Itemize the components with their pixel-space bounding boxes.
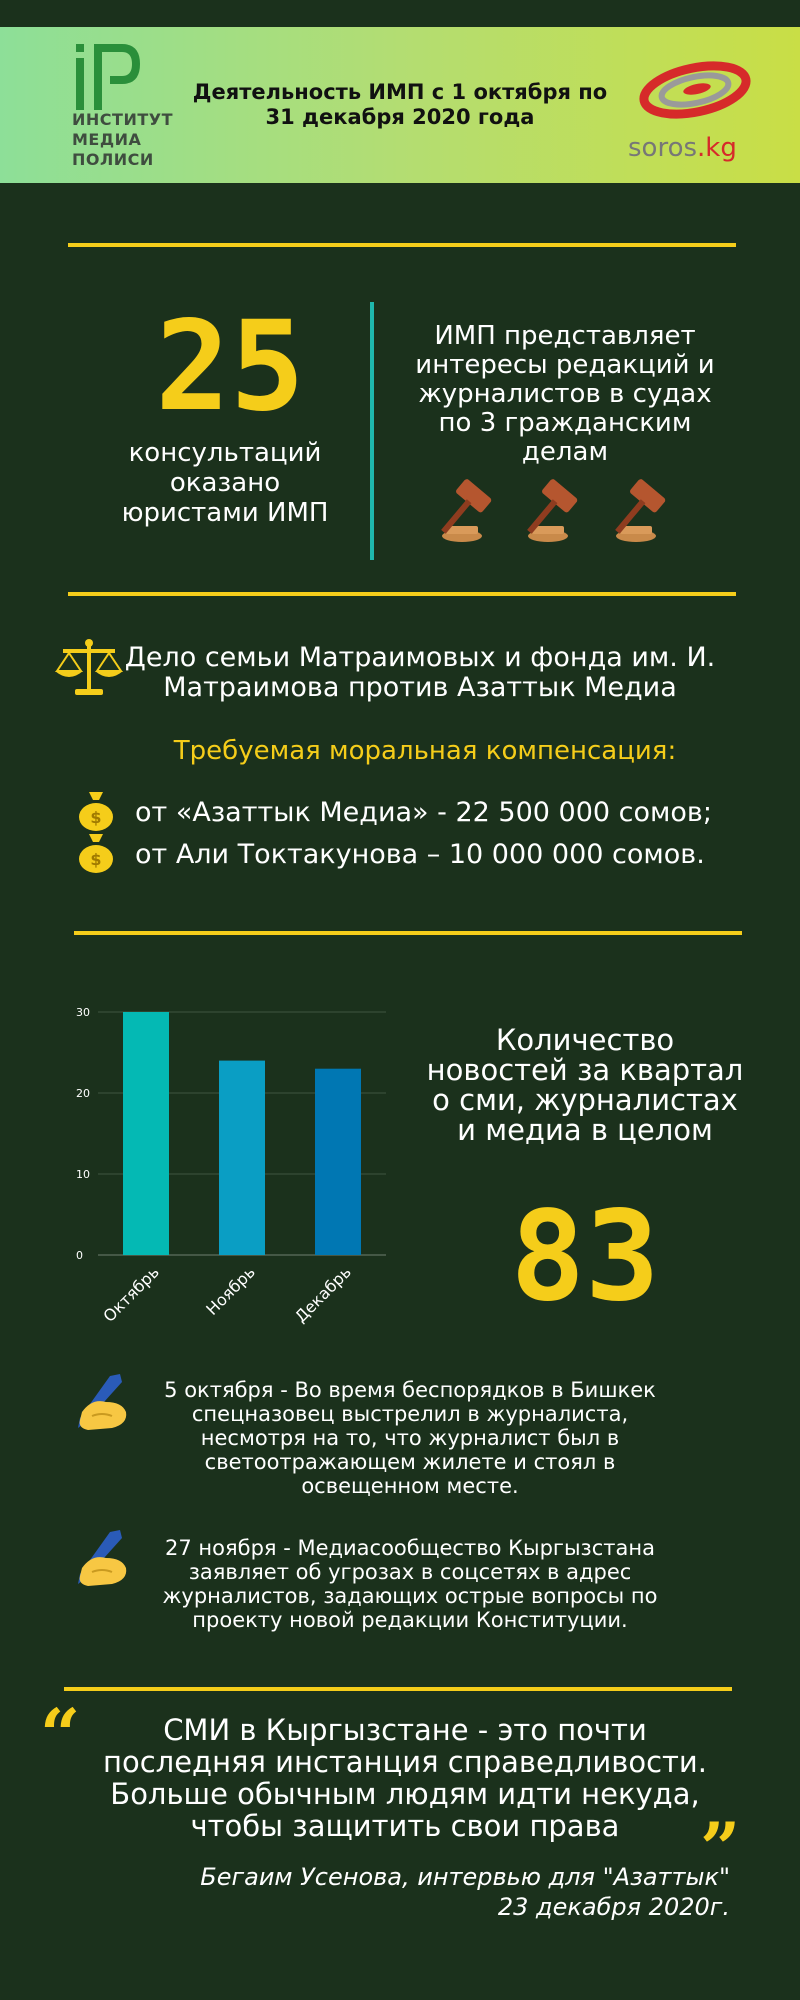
y-tick-label: 10 (76, 1168, 90, 1181)
writing-hand-icon (72, 1372, 130, 1434)
money-bag-icon (77, 788, 115, 832)
quote-text: СМИ в Кыргызстане - это почти последняя инстанция справедливости. Больше обычным людям идти некуда, чтобы защитить свои права (103, 1713, 707, 1843)
quote-date: 23 декабря 2020г. (497, 1893, 730, 1921)
court-text: ИМП представляет интересы редакций и журналистов в судах по 3 гражданским делам (415, 321, 715, 467)
quote-author-line: Бегаим Усенова, интервью для "Азаттык" (200, 1863, 730, 1891)
page-title: Деятельность ИМП с 1 октября по 31 декабря 2020 года (192, 80, 608, 129)
consultations-number: 25 (155, 295, 305, 439)
event-text: 27 ноября - Медиасообщество Кыргызстана заявляет об угрозах в соцсетях в адрес журналистов, задающих острые вопросы по проекту новой редакции Конституции. (162, 1536, 658, 1632)
soros-logo-text: soros.kg (628, 133, 737, 163)
news-bar-chart (60, 990, 400, 1335)
x-tick-label: Декабрь (291, 1262, 355, 1327)
ipm-logo-text: ИНСТИТУТ МЕДИА ПОЛИСИ (72, 110, 173, 169)
divider (68, 592, 736, 596)
y-tick-label: 30 (76, 1006, 90, 1019)
close-quote-icon: ” (700, 1807, 741, 1890)
svg-text:$: $ (90, 850, 102, 869)
money-bag-icon (77, 830, 115, 874)
y-tick-label: 0 (76, 1249, 83, 1262)
divider (74, 931, 742, 935)
y-tick-label: 20 (76, 1087, 90, 1100)
gavel-icon (612, 478, 692, 546)
chart-bar (219, 1061, 265, 1255)
quote-author (120, 1862, 730, 1922)
consultations-text: консультаций оказано юристами ИМП (121, 438, 329, 528)
x-tick-label: Октябрь (99, 1262, 163, 1326)
open-quote-icon: “ (40, 1693, 81, 1776)
event-text: 5 октября - Во время беспорядков в Бишкек спецназовец выстрелил в журналиста, несмотря на то, что журналист был в светоотражающем жилете и стоял в освещенном месте. (164, 1378, 656, 1498)
x-tick-label: Ноябрь (202, 1262, 259, 1319)
case-title: Дело семьи Матраимовых и фонда им. И. Матраимова против Азаттык Медиа (124, 642, 716, 703)
chart-bar (315, 1069, 361, 1255)
compensation-item: от Али Токтакунова – 10 000 000 сомов. (135, 839, 705, 870)
compensation-item: от «Азаттык Медиа» - 22 500 000 сомов; (135, 797, 712, 828)
gavel-icon (438, 478, 518, 546)
svg-text:$: $ (90, 808, 102, 827)
compensation-heading: Требуемая моральная компенсация: (173, 736, 677, 766)
chart-bar (123, 1012, 169, 1255)
divider (64, 1687, 732, 1691)
news-total: 83 (510, 1185, 660, 1329)
writing-hand-icon (72, 1528, 130, 1590)
divider (68, 243, 736, 247)
news-label: Количество новостей за квартал о сми, журналистах и медиа в целом (426, 1023, 744, 1147)
scales-icon (55, 637, 123, 699)
gavel-icon (524, 478, 604, 546)
vertical-divider (370, 302, 374, 560)
